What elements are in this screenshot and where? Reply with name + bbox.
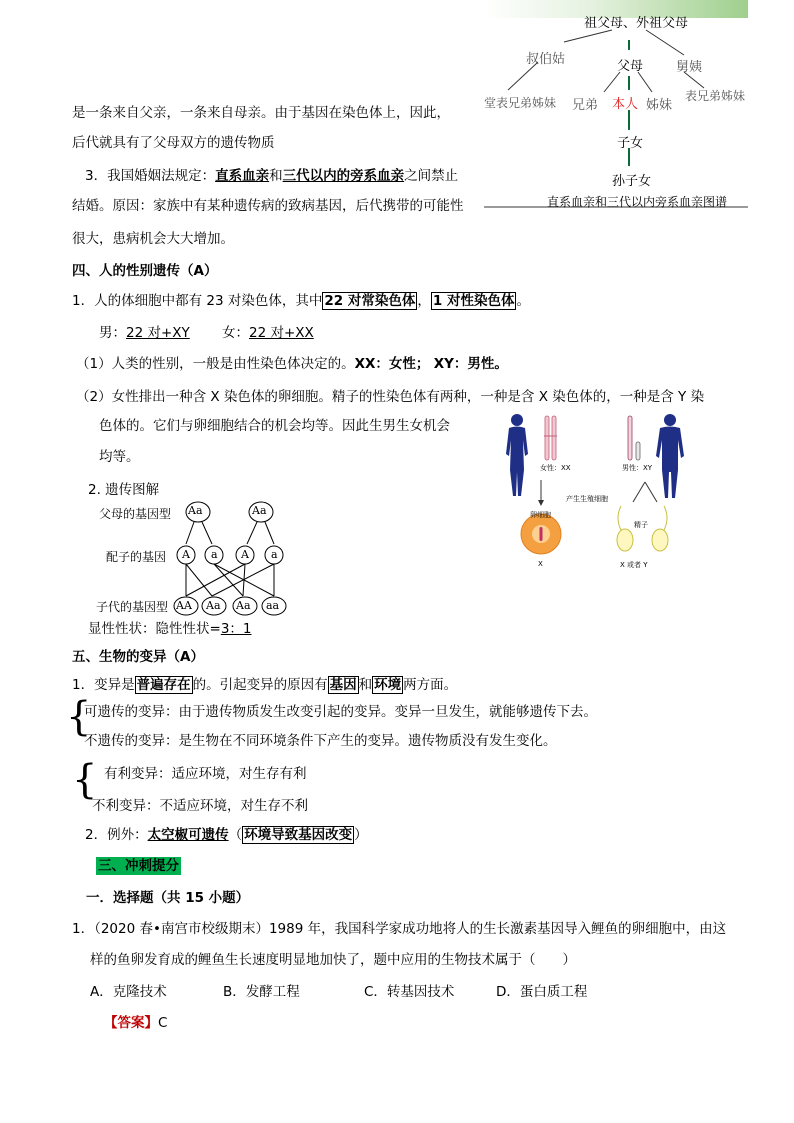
- sec5-p1-prefix: 1．变异是: [72, 677, 135, 693]
- offspring-3: Aa: [236, 599, 251, 612]
- brace-benefit: {: [72, 757, 98, 803]
- q1-option-c: C．转基因技术: [364, 984, 455, 1000]
- sec5-term-gene: 基因: [329, 677, 357, 693]
- ratio-prefix: 显性性状：隐性性状=: [88, 621, 221, 637]
- sec5-p1: [72, 673, 457, 693]
- section3-heading: [96, 854, 181, 874]
- tree-self: 本人: [612, 97, 639, 112]
- exception-term-pepper: 太空椒可遗传: [147, 827, 229, 843]
- tree-grandchildren: 孙子女: [612, 174, 652, 189]
- top-line-5: 很大，患病机会大大增加。: [72, 231, 234, 247]
- exception-prefix: 2．例外：: [85, 827, 148, 843]
- female-value: 22 对+XX: [249, 325, 314, 341]
- sec5-term-universal: 普遍存在: [136, 677, 191, 693]
- law-term-collateral: 三代以内的旁系血亲: [282, 168, 405, 184]
- fig-male-label: 男性：XY: [622, 464, 653, 472]
- law-term-direct: 直系血亲: [215, 168, 270, 184]
- tree-cousins-paternal: 堂表兄弟姊妹: [484, 96, 557, 110]
- male-value: 22 对+XY: [126, 325, 190, 341]
- section5-heading: 五、生物的变异（A）: [72, 649, 204, 665]
- tree-caption: 直系血亲和三代以内旁系血亲图谱: [547, 195, 728, 209]
- parent-genotype-left: Aa: [188, 504, 203, 517]
- diagram-title: 2. 遗传图解: [88, 482, 160, 498]
- row-parents-label: 父母的基因型: [99, 507, 172, 521]
- sec4-p2: [76, 352, 508, 372]
- sec5-exception: [85, 823, 368, 843]
- sec4-p3-line3: 均等。: [99, 449, 140, 465]
- q1-option-a: A．克隆技术: [90, 984, 167, 1000]
- law-and: 和: [269, 168, 283, 184]
- tree-grandparents: 祖父母、外祖父母: [584, 16, 689, 31]
- sec4-p2-prefix: （1）人类的性别，一般是由性染色体决定的。: [76, 356, 355, 372]
- sec4-p1: [72, 289, 530, 309]
- tree-aunts: 舅姨: [676, 60, 703, 75]
- sec5-p1-mid: 的。引起变异的原因有: [192, 677, 328, 693]
- gamete-3: A: [241, 548, 249, 561]
- sec4-p3-line1: （2）女性排出一种含 X 染色体的卵细胞。精子的性染色体有两种，一种是含 X 染色体的，一种是含 Y 染: [76, 389, 705, 405]
- q1-answer: [104, 1011, 167, 1031]
- sec4-p1-term-autosome: 22 对常染色体: [324, 293, 416, 309]
- female-label: 女：: [222, 325, 249, 341]
- sec4-p3-line2: 色体的。它们与卵细胞结合的机会均等。因此生男生女机会: [99, 418, 450, 434]
- fig-egg-label: 卵细胞: [530, 511, 551, 519]
- ratio-value: 3：1: [220, 621, 252, 637]
- gamete-2: a: [211, 548, 218, 561]
- gamete-4: a: [271, 548, 278, 561]
- exception-close: ）: [354, 827, 368, 843]
- sec4-p2-xx: XX：女性；: [354, 356, 430, 372]
- sec4-female-line: [222, 321, 314, 341]
- section4-heading: 四、人的性别遗传（A）: [72, 263, 218, 279]
- fig-produce-label: 产生生殖细胞: [566, 495, 608, 503]
- q1-option-b: B．发酵工程: [223, 984, 300, 1000]
- section3-heading-text: 三、冲刺提分: [98, 858, 179, 874]
- top-line-1: 是一条来自父亲，一条来自母亲。由于基因在染色体上，因此，: [72, 105, 450, 121]
- sec4-p1-prefix: 1．人的体细胞中都有 23 对染色体，其中: [72, 293, 323, 309]
- nonheritable-variation: 不遗传的变异：是生物在不同环境条件下产生的变异。遗传物质没有发生变化。: [84, 733, 557, 749]
- top-line-2: 后代就具有了父母双方的遗传物质: [72, 135, 275, 151]
- sec5-p1-end: 两方面。: [403, 677, 458, 693]
- sec4-male-line: [99, 321, 190, 341]
- offspring-4: aa: [266, 599, 280, 612]
- fig-x-label: X: [538, 560, 543, 568]
- parent-genotype-right: Aa: [252, 504, 267, 517]
- male-label: 男：: [99, 325, 126, 341]
- q1-line2: 样的鱼卵发育成的鲤鱼生长速度明显地加快了，题中应用的生物技术属于（ ）: [90, 952, 576, 968]
- beneficial-variation: 有利变异：适应环境，对生存有利: [104, 766, 307, 782]
- exception-open: （: [228, 827, 243, 843]
- q1-option-d: D．蛋白质工程: [496, 984, 588, 1000]
- sec4-p1-end: 。: [516, 293, 530, 309]
- sex-figure-drawing: [495, 410, 725, 580]
- fig-sperm-label: 精子: [634, 521, 648, 529]
- q1-line1: 1．（2020 春•南宫市校级期末）1989 年，我国科学家成功地将人的生长激素基因导入鲤鱼的卵细胞中，由这: [72, 921, 727, 937]
- question-section-title: 一．选择题（共 15 小题）: [86, 890, 250, 906]
- top-line-4: 结婚。原因：家族中有某种遗传病的致病基因，后代携带的可能性: [72, 198, 464, 214]
- fig-xy-label: X 或者 Y: [620, 561, 648, 569]
- tree-cousins-maternal: 表兄弟姊妹: [685, 89, 746, 103]
- row-offspring-label: 子代的基因型: [96, 600, 169, 614]
- top-law-line: [85, 164, 458, 184]
- tree-brothers: 兄弟: [572, 98, 599, 113]
- law-suffix: 之间禁止: [404, 168, 459, 184]
- answer-value: C: [158, 1015, 168, 1031]
- sec5-term-environment: 环境: [374, 677, 402, 693]
- answer-label: 【答案】: [104, 1015, 158, 1031]
- offspring-1: AA: [176, 599, 192, 612]
- sec4-p1-term-sex-chromosome: 1 对性染色体: [432, 293, 515, 309]
- exception-term-gene-change: 环境导致基因改变: [244, 827, 353, 843]
- sec5-p1-and: 和: [358, 677, 373, 693]
- brace-heritability: {: [66, 694, 92, 740]
- law-prefix: 3．我国婚姻法规定：: [85, 168, 216, 184]
- sec4-p2-xy: XY：男性。: [433, 356, 508, 372]
- tree-uncles: 叔伯姑: [526, 52, 566, 67]
- ratio-line: [88, 617, 252, 637]
- harmful-variation: 不利变异：不适应环境，对生存不利: [92, 798, 308, 814]
- fig-female-label: 女性：XX: [540, 464, 571, 472]
- gamete-1: A: [182, 548, 190, 561]
- heritable-variation: 可遗传的变异：由于遗传物质发生改变引起的变异。变异一旦发生，就能够遗传下去。: [84, 704, 597, 720]
- tree-children: 子女: [617, 136, 644, 151]
- offspring-2: Aa: [206, 599, 221, 612]
- tree-sisters: 姊妹: [646, 98, 673, 113]
- row-gametes-label: 配子的基因: [106, 550, 167, 564]
- sec4-p1-comma: ，: [417, 293, 431, 309]
- tree-parents: 父母: [617, 59, 644, 74]
